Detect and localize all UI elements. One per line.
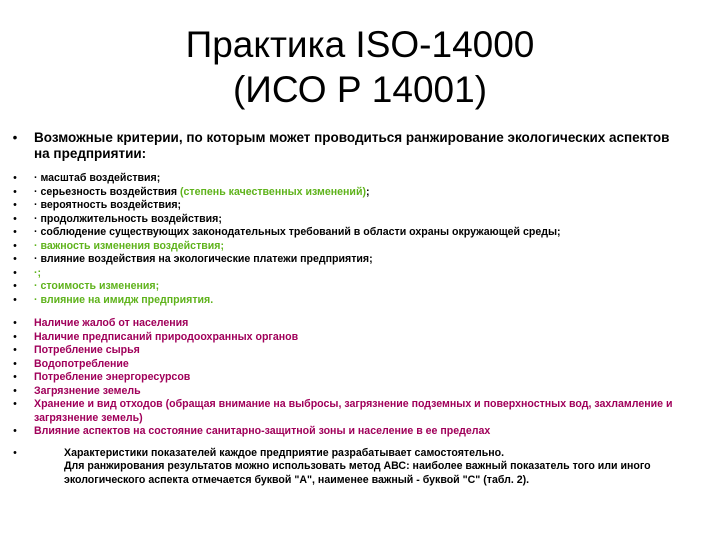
- bullet: •: [13, 199, 17, 211]
- bullet: •: [13, 293, 17, 306]
- factor-text: Наличие жалоб от населения: [34, 317, 189, 329]
- criteria-text-part: · серьезность воздействия: [34, 185, 180, 198]
- factor-text: Водопотребление: [34, 357, 129, 370]
- bullet: •: [13, 384, 17, 397]
- criteria-text-highlight: (степень качественных изменений): [180, 185, 366, 198]
- bullet: •: [13, 172, 17, 184]
- criteria-text: · соблюдение существующих законодательных требований в области охраны окружающей среды;: [34, 226, 561, 238]
- criteria-item: [5, 294, 705, 308]
- bullet: •: [13, 239, 17, 252]
- criteria-text: · важность изменения воздействия;: [34, 239, 224, 252]
- criteria-list: [5, 172, 705, 307]
- bullet: •: [13, 425, 17, 437]
- bullet: •: [13, 253, 17, 265]
- note-line-1: Характеристики показателей каждое предприятие разрабатывает самостоятельно.: [64, 446, 505, 459]
- bullet: •: [13, 185, 17, 198]
- factor-item: [5, 331, 705, 345]
- intro-item: [5, 130, 705, 162]
- criteria-item: [5, 253, 705, 267]
- bullet: •: [13, 398, 17, 410]
- factor-item: [5, 358, 705, 372]
- factor-text: Наличие предписаний природоохранных органов: [34, 330, 299, 343]
- criteria-item: [5, 199, 705, 213]
- criteria-item: [5, 267, 705, 281]
- factor-text: Потребление сырья: [34, 344, 140, 356]
- slide-body: [5, 130, 705, 487]
- note-item: [5, 447, 705, 488]
- bullet: •: [13, 446, 17, 459]
- note-text: [34, 447, 694, 488]
- bullet: •: [13, 371, 17, 383]
- factor-text: Хранение и вид отходов (обращая внимание на выбросы, загрязнение подземных и поверхностных вод, захламление и загрязнение земель): [34, 398, 673, 424]
- criteria-item: [5, 240, 705, 254]
- factor-item: [5, 317, 705, 331]
- factor-item: [5, 371, 705, 385]
- note-line-2-text: Для ранжирования результатов можно использовать метод АВС: наиболее важный показатель того или иного экологического аспекта отмечается буквой "А", наименее важный - буквой "С" (табл. 2).: [64, 460, 651, 486]
- criteria-text: [34, 186, 705, 200]
- factor-text: Загрязнение земель: [34, 384, 141, 397]
- factor-text: Влияние аспектов на состояние санитарно-защитной зоны и население в ее пределах: [34, 425, 491, 437]
- bullet: •: [13, 212, 17, 225]
- bullet: •: [13, 330, 17, 343]
- bullet: •: [13, 344, 17, 356]
- criteria-text-part: ;: [366, 185, 370, 198]
- slide-title: [150, 22, 570, 112]
- factor-item: [5, 344, 705, 358]
- note-line-2: [34, 460, 694, 487]
- factor-text: Потребление энергоресурсов: [34, 371, 191, 383]
- bullet: •: [13, 357, 17, 370]
- criteria-item: [5, 172, 705, 186]
- bullet: •: [13, 317, 17, 329]
- bullet: •: [13, 226, 17, 238]
- bullet: •: [12, 130, 18, 145]
- criteria-item: [5, 280, 705, 294]
- factor-item: [5, 385, 705, 399]
- criteria-item: [5, 213, 705, 227]
- factors-list: [5, 317, 705, 439]
- criteria-text: ·;: [34, 266, 42, 279]
- title-line-2: (ИСО Р 14001): [232, 69, 488, 110]
- factor-item: [5, 425, 705, 439]
- bullet: •: [13, 266, 17, 279]
- criteria-text: · масштаб воздействия;: [34, 172, 161, 184]
- factor-item: [5, 398, 705, 425]
- criteria-text: · влияние воздействия на экологические платежи предприятия;: [34, 253, 373, 265]
- criteria-text: · стоимость изменения;: [34, 280, 160, 292]
- bullet: •: [13, 280, 17, 292]
- criteria-text: · влияние на имидж предприятия.: [34, 293, 214, 306]
- criteria-text: · продолжительность воздействия;: [34, 212, 222, 225]
- criteria-item: [5, 186, 705, 200]
- intro-text: Возможные критерии, по которым может проводиться ранжирование экологических аспектов на предприятии:: [34, 130, 670, 161]
- title-line-1: Практика ISO-14000: [185, 24, 535, 65]
- criteria-item: [5, 226, 705, 240]
- criteria-text: · вероятность воздействия;: [34, 199, 182, 211]
